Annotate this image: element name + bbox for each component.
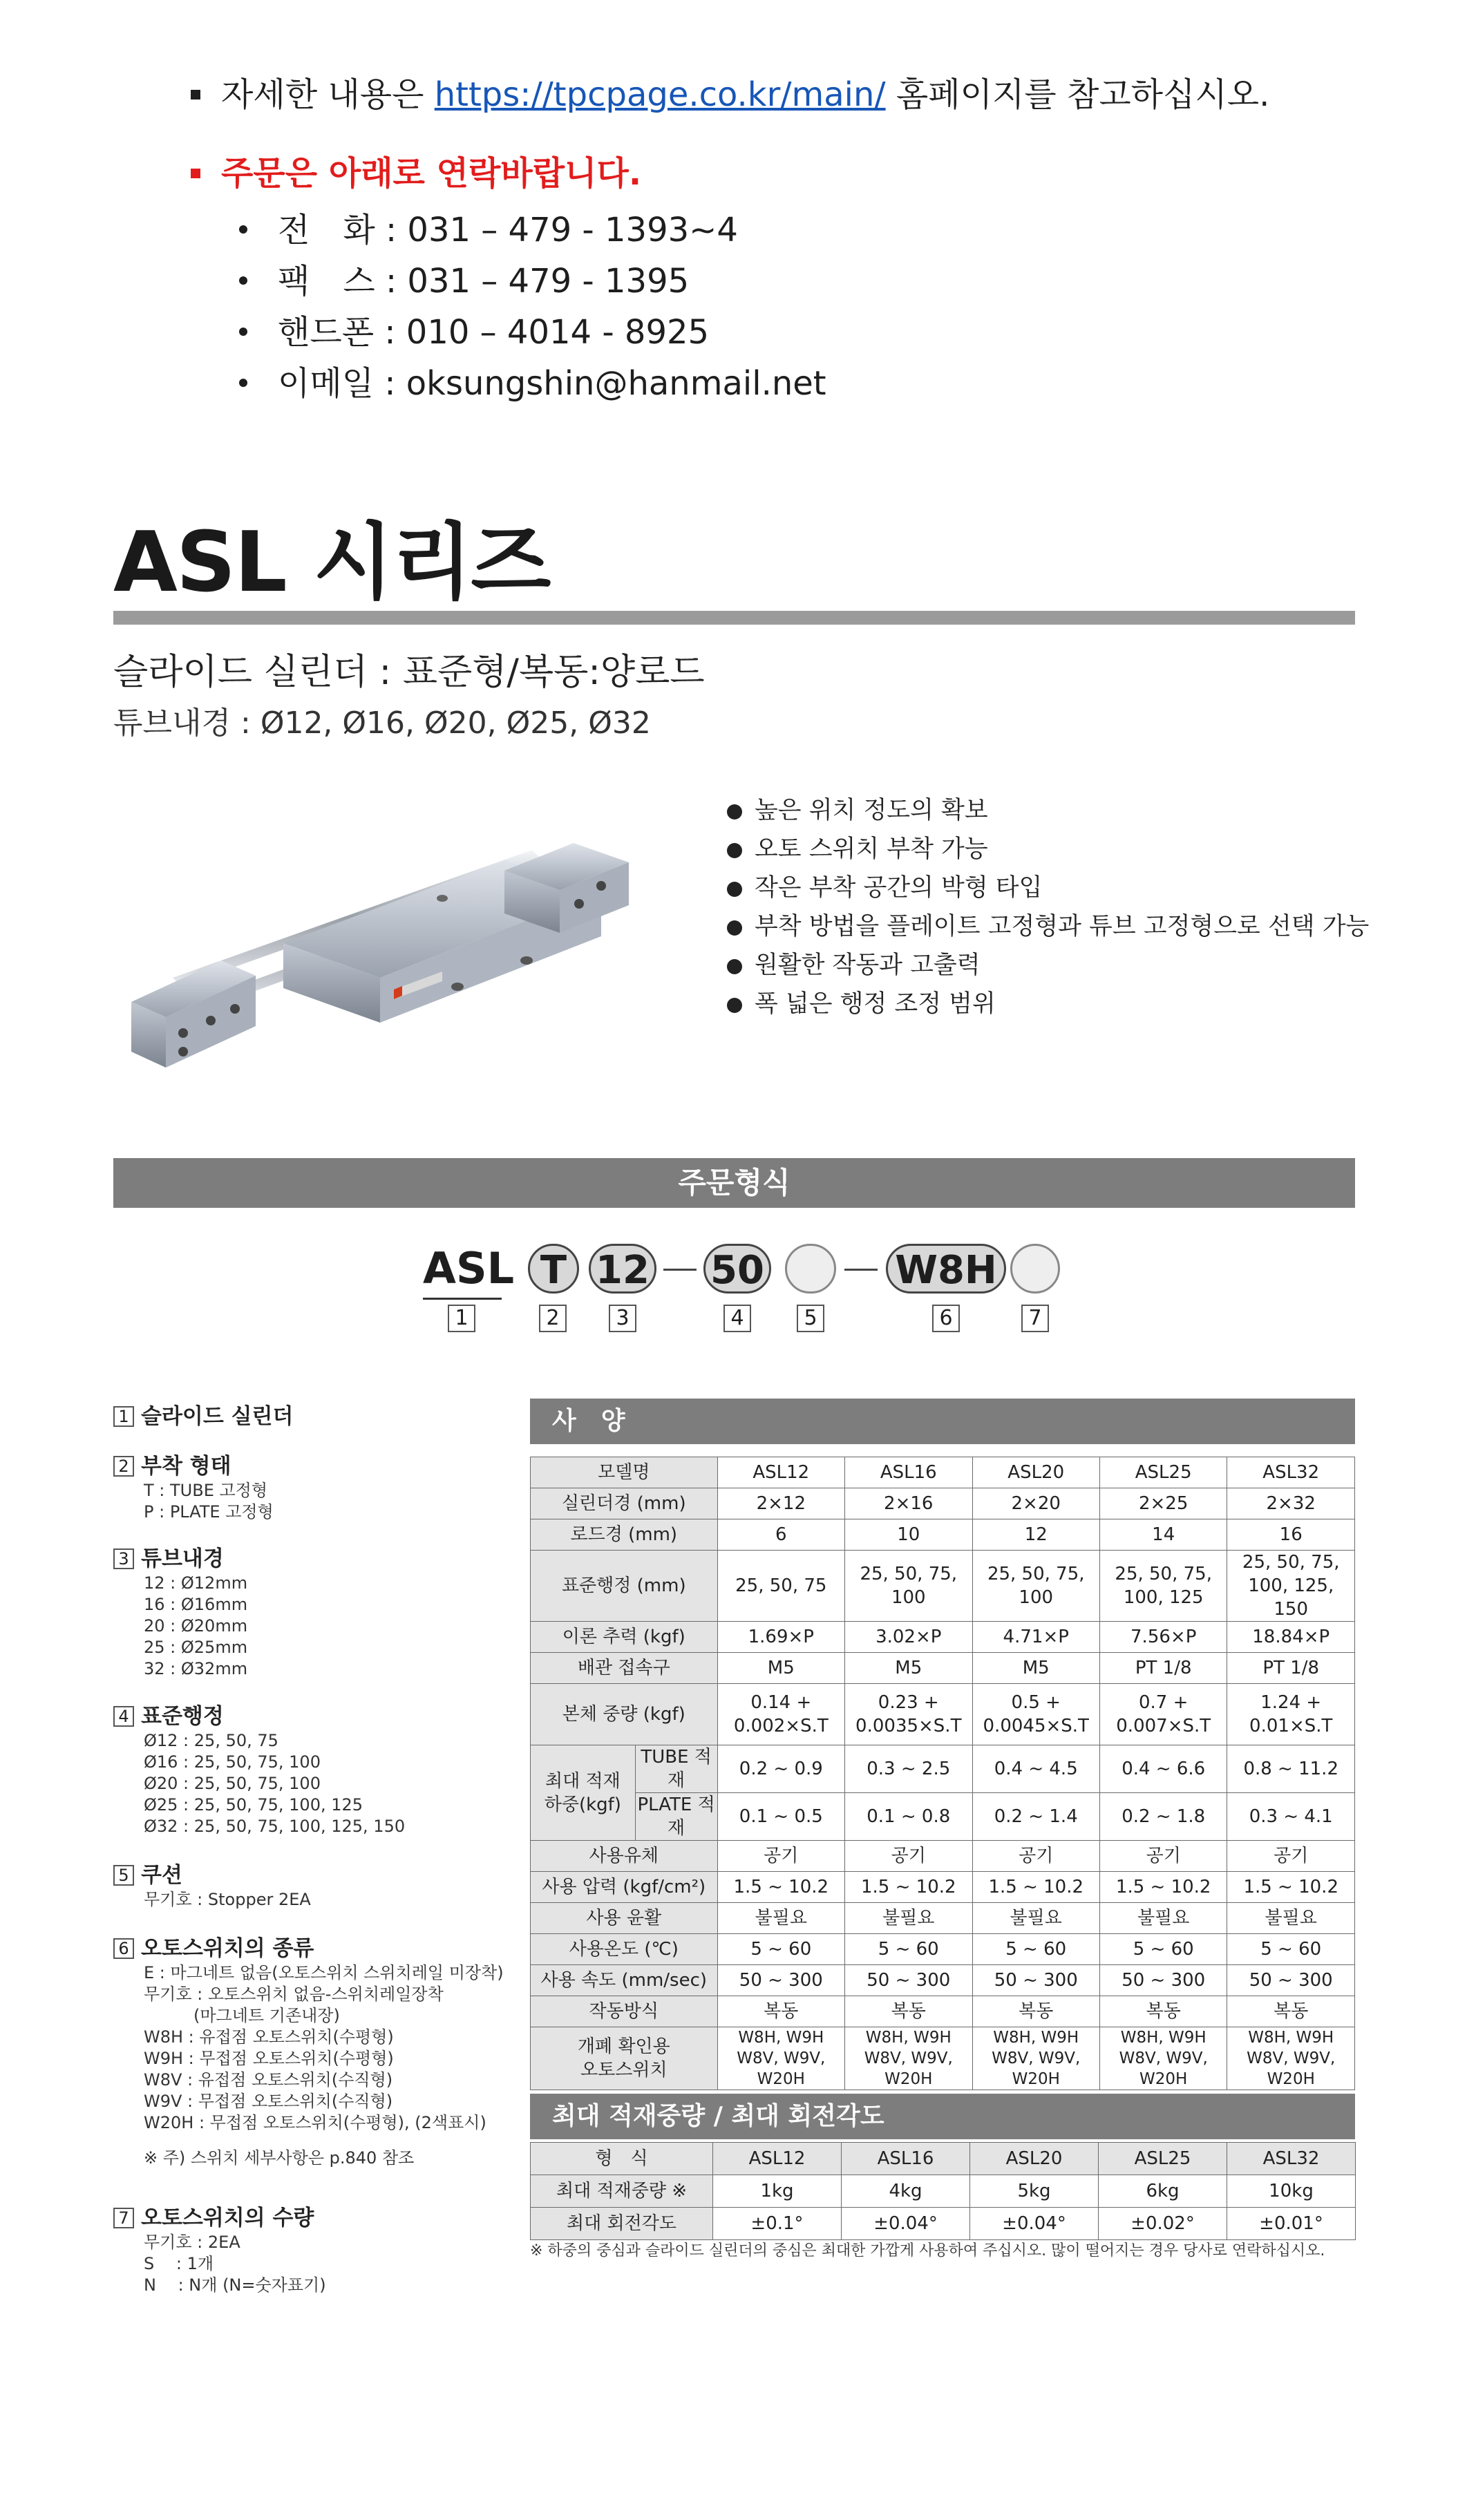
table-cell: ASL16 <box>842 2143 970 2175</box>
legend-5: 5 쿠션 무기호 : Stopper 2EA <box>113 1861 311 1911</box>
table-cell: 0.7 + 0.007×S.T <box>1099 1684 1227 1745</box>
row-label: 사용유체 <box>531 1841 718 1872</box>
title-divider <box>113 611 1355 625</box>
phone-line: 전 화 : 031 – 479 - 1393~4 <box>278 211 738 249</box>
legend-2: 2 부착 형태 T : TUBE 고정형 P : PLATE 고정형 <box>113 1452 274 1523</box>
mobile-line: 핸드폰 : 010 – 4014 - 8925 <box>278 313 710 352</box>
table-cell: 2×32 <box>1227 1488 1355 1519</box>
table-cell: 1kg <box>713 2175 842 2208</box>
table-cell: 5 ~ 60 <box>972 1934 1099 1965</box>
table-cell: 2×20 <box>972 1488 1099 1519</box>
feature-item: 부착 방법을 플레이트 고정형과 튜브 고정형으로 선택 가능 <box>727 907 1369 946</box>
table-cell: 2×25 <box>1099 1488 1227 1519</box>
load-table <box>530 2142 1356 2240</box>
spec-row-speed <box>531 1965 1355 1996</box>
load-row-header <box>531 2143 1356 2175</box>
table-cell: 50 ~ 300 <box>1099 1965 1227 1996</box>
table-cell: 25, 50, 75 <box>717 1551 844 1622</box>
table-cell: 0.14 + 0.002×S.T <box>717 1684 844 1745</box>
table-cell: ASL32 <box>1227 2143 1356 2175</box>
feature-item: 높은 위치 정도의 확보 <box>727 791 1369 830</box>
table-cell: 불필요 <box>1099 1903 1227 1934</box>
table-cell: 25, 50, 75, 100, 125, 150 <box>1227 1551 1355 1622</box>
table-cell: 4kg <box>842 2175 970 2208</box>
feature-item: 작은 부착 공간의 박형 타입 <box>727 869 1369 907</box>
dot-bullet-icon <box>727 959 742 974</box>
feature-item: 원활한 작동과 고출력 <box>727 946 1369 985</box>
table-cell: 5 ~ 60 <box>717 1934 844 1965</box>
table-cell: 1.5 ~ 10.2 <box>972 1872 1099 1903</box>
table-cell: 공기 <box>972 1841 1099 1872</box>
spec-row-rod <box>531 1519 1355 1551</box>
table-cell: 0.2 ~ 1.8 <box>1099 1793 1227 1841</box>
code-mount: T <box>528 1244 579 1294</box>
detail-line <box>221 69 1269 120</box>
dot-bullet-icon <box>727 804 742 820</box>
table-cell: 불필요 <box>845 1903 972 1934</box>
spec-row-lube <box>531 1903 1355 1934</box>
table-cell: 불필요 <box>972 1903 1099 1934</box>
code-switch: W8H <box>886 1244 1006 1294</box>
spec-row-pressure <box>531 1872 1355 1903</box>
table-cell: 5 ~ 60 <box>1099 1934 1227 1965</box>
table-cell: 4.71×P <box>972 1622 1099 1653</box>
spec-title-bar: 사 양 <box>530 1399 1355 1444</box>
row-sublabel: PLATE 적재 <box>635 1793 717 1841</box>
square-bullet-icon <box>191 169 200 178</box>
spec-row-weight <box>531 1684 1355 1745</box>
table-cell: 50 ~ 300 <box>845 1965 972 1996</box>
table-cell: 0.1 ~ 0.5 <box>717 1793 844 1841</box>
table-cell: 공기 <box>845 1841 972 1872</box>
load-note: ※ 하중의 중심과 슬라이드 실린더의 중심은 최대한 가깝게 사용하여 주십시오. 많이 떨어지는 경우 당사로 연락하십시오. <box>530 2242 1325 2260</box>
table-cell: 50 ~ 300 <box>972 1965 1099 1996</box>
table-cell: 10kg <box>1227 2175 1356 2208</box>
dot-bullet-icon <box>727 882 742 897</box>
table-cell: M5 <box>972 1653 1099 1684</box>
table-cell: ASL12 <box>717 1457 844 1488</box>
table-cell: 공기 <box>1227 1841 1355 1872</box>
row-label: 실린더경 (mm) <box>531 1488 718 1519</box>
series-title: ASL 시리즈 <box>113 515 550 611</box>
feature-item: 폭 넓은 행정 조정 범위 <box>727 985 1369 1023</box>
table-cell: W8H, W9H W8V, W9V, W20H <box>972 2027 1099 2090</box>
feature-list <box>727 791 1369 1023</box>
row-label: 배관 접속구 <box>531 1653 718 1684</box>
detail-suffix: 홈페이지를 참고하십시오. <box>885 75 1270 114</box>
row-label: 최대 적재 하중(kgf) <box>531 1745 636 1841</box>
table-cell: 5kg <box>970 2175 1099 2208</box>
table-cell: 25, 50, 75, 100, 125 <box>1099 1551 1227 1622</box>
email-line: 이메일 : oksungshin@hanmail.net <box>278 364 826 403</box>
square-bullet-icon <box>191 90 200 100</box>
code-number-4: 4 <box>723 1305 751 1332</box>
table-cell: 1.5 ~ 10.2 <box>1227 1872 1355 1903</box>
load-table-body <box>531 2143 1356 2240</box>
legend-7: 7 오토스위치의 수량 무기호 : 2EA S : 1개 N : N개 (N=숫자표기) <box>113 2204 326 2296</box>
table-cell: 복동 <box>717 1996 844 2027</box>
dot-bullet-icon <box>239 225 247 234</box>
code-number-3: 3 <box>609 1305 636 1332</box>
spec-row-header <box>531 1457 1355 1488</box>
table-cell: 복동 <box>1227 1996 1355 2027</box>
table-cell: PT 1/8 <box>1099 1653 1227 1684</box>
homepage-link[interactable]: https://tpcpage.co.kr/main/ <box>434 75 886 114</box>
table-cell: 0.2 ~ 1.4 <box>972 1793 1099 1841</box>
table-cell: ±0.04° <box>970 2208 1099 2240</box>
code-number-5: 5 <box>797 1305 824 1332</box>
code-stroke: 50 <box>703 1244 771 1294</box>
spec-row-load-tube <box>531 1745 1355 1793</box>
code-number-7: 7 <box>1021 1305 1049 1332</box>
table-cell: 1.24 + 0.01×S.T <box>1227 1684 1355 1745</box>
table-cell: ASL25 <box>1099 2143 1227 2175</box>
row-label: 본체 중량 (kgf) <box>531 1684 718 1745</box>
table-cell: W8H, W9H W8V, W9V, W20H <box>845 2027 972 2090</box>
table-cell: 복동 <box>972 1996 1099 2027</box>
table-cell: 6 <box>717 1519 844 1551</box>
table-cell: 16 <box>1227 1519 1355 1551</box>
table-cell: W8H, W9H W8V, W9V, W20H <box>717 2027 844 2090</box>
table-cell: 5 ~ 60 <box>1227 1934 1355 1965</box>
table-cell: 0.3 ~ 2.5 <box>845 1745 972 1793</box>
order-title: 주문은 아래로 연락바랍니다. <box>221 154 642 193</box>
table-cell: ASL20 <box>972 1457 1099 1488</box>
code-qty-blank <box>1010 1244 1060 1294</box>
code-underline <box>423 1298 502 1300</box>
table-cell: 0.4 ~ 6.6 <box>1099 1745 1227 1793</box>
spec-row-switch <box>531 2027 1355 2090</box>
table-cell: ±0.04° <box>842 2208 970 2240</box>
slide-cylinder-image <box>117 795 643 1071</box>
spec-row-bore <box>531 1488 1355 1519</box>
table-cell: ASL20 <box>970 2143 1099 2175</box>
table-cell: 2×16 <box>845 1488 972 1519</box>
switch-note: ※ 주) 스위치 세부사항은 p.840 참조 <box>144 2148 415 2168</box>
table-cell: 3.02×P <box>845 1622 972 1653</box>
table-cell: ASL12 <box>713 2143 842 2175</box>
legend-6: 6 오토스위치의 종류 E : 마그네트 없음(오토스위치 스위치레일 미장착) 무기호 : 오토스위치 없음-스위치레일장착 (마그네트 기존내장) W8H : 유접점 오토스위치(수평형) W9H : 무접점 오토스위치(수평형) W8V : 유접점 오토스위치(수직형) W9V : 무접점 오토스위치(수직형) W20H : 무접점 오토스위치(수평형), (2색표시) ※ 주) 스위치 세부사항은 p.840 참조 <box>113 1935 504 2169</box>
row-label: 사용 압력 (kgf/cm²) <box>531 1872 718 1903</box>
row-label: 사용 속도 (mm/sec) <box>531 1965 718 1996</box>
row-label: 형 식 <box>531 2143 713 2175</box>
row-label: 로드경 (mm) <box>531 1519 718 1551</box>
dot-bullet-icon <box>239 276 247 285</box>
table-cell: 12 <box>972 1519 1099 1551</box>
table-cell: 1.5 ~ 10.2 <box>845 1872 972 1903</box>
row-label: 작동방식 <box>531 1996 718 2027</box>
code-number-6: 6 <box>932 1305 960 1332</box>
tube-bore-line: 튜브내경 : Ø12, Ø16, Ø20, Ø25, Ø32 <box>113 705 651 741</box>
code-cushion-blank <box>785 1244 836 1294</box>
row-label: 개폐 확인용 오토스위치 <box>531 2027 718 2090</box>
row-label: 사용온도 (℃) <box>531 1934 718 1965</box>
code-number-2: 2 <box>539 1305 567 1332</box>
series-subtitle: 슬라이드 실린더 : 표준형/복동:양로드 <box>113 652 705 693</box>
legend-3: 3 튜브내경 12 : Ø12mm 16 : Ø16mm 20 : Ø20mm 25 : Ø25mm 32 : Ø32mm <box>113 1545 247 1680</box>
dot-bullet-icon <box>727 920 742 936</box>
row-label: 표준행정 (mm) <box>531 1551 718 1622</box>
table-cell: 1.5 ~ 10.2 <box>717 1872 844 1903</box>
table-cell: 0.8 ~ 11.2 <box>1227 1745 1355 1793</box>
order-form-band: 주문형식 <box>113 1158 1355 1208</box>
table-cell: 5 ~ 60 <box>845 1934 972 1965</box>
table-cell: 6kg <box>1099 2175 1227 2208</box>
code-dash <box>663 1269 697 1271</box>
legend-1: 1 슬라이드 실린더 <box>113 1403 293 1430</box>
table-cell: ASL25 <box>1099 1457 1227 1488</box>
table-cell: W8H, W9H W8V, W9V, W20H <box>1227 2027 1355 2090</box>
spec-row-temp <box>531 1934 1355 1965</box>
load-row-angle <box>531 2208 1356 2240</box>
table-cell: 공기 <box>717 1841 844 1872</box>
table-cell: 25, 50, 75, 100 <box>972 1551 1099 1622</box>
table-cell: 0.1 ~ 0.8 <box>845 1793 972 1841</box>
spec-table-body <box>531 1457 1355 2090</box>
table-cell: 0.2 ~ 0.9 <box>717 1745 844 1793</box>
code-number-1: 1 <box>448 1305 475 1332</box>
table-cell: PT 1/8 <box>1227 1653 1355 1684</box>
order-code <box>0 1241 1467 1303</box>
table-cell: ±0.01° <box>1227 2208 1356 2240</box>
table-cell: 50 ~ 300 <box>1227 1965 1355 1996</box>
table-cell: 7.56×P <box>1099 1622 1227 1653</box>
spec-row-load-plate <box>531 1793 1355 1841</box>
row-label: 모델명 <box>531 1457 718 1488</box>
spec-row-thrust <box>531 1622 1355 1653</box>
row-label: 사용 윤활 <box>531 1903 718 1934</box>
table-cell: 10 <box>845 1519 972 1551</box>
spec-row-stroke <box>531 1551 1355 1622</box>
dot-bullet-icon <box>727 998 742 1013</box>
table-cell: 불필요 <box>717 1903 844 1934</box>
feature-item: 오토 스위치 부착 가능 <box>727 830 1369 869</box>
table-cell: ±0.02° <box>1099 2208 1227 2240</box>
spec-row-port <box>531 1653 1355 1684</box>
table-cell: 불필요 <box>1227 1903 1355 1934</box>
table-cell: 18.84×P <box>1227 1622 1355 1653</box>
table-cell: 복동 <box>845 1996 972 2027</box>
row-label: 최대 적재중량 ※ <box>531 2175 713 2208</box>
table-cell: 복동 <box>1099 1996 1227 2027</box>
row-sublabel: TUBE 적재 <box>635 1745 717 1793</box>
spec-table <box>530 1457 1355 2090</box>
table-cell: 공기 <box>1099 1841 1227 1872</box>
legend-4: 4 표준행정 Ø12 : 25, 50, 75 Ø16 : 25, 50, 75, 100 Ø20 : 25, 50, 75, 100 Ø25 : 25, 50, 75, 100, 125 Ø32 : 25, 50, 75, 100, 125, 150 <box>113 1703 405 1837</box>
dot-bullet-icon <box>239 328 247 336</box>
table-cell: 1.5 ~ 10.2 <box>1099 1872 1227 1903</box>
dot-bullet-icon <box>239 379 247 387</box>
detail-prefix: 자세한 내용은 <box>221 75 435 114</box>
table-cell: 14 <box>1099 1519 1227 1551</box>
table-cell: 50 ~ 300 <box>717 1965 844 1996</box>
load-row-weight <box>531 2175 1356 2208</box>
fax-line: 팩 스 : 031 – 479 - 1395 <box>278 262 690 301</box>
table-cell: 1.69×P <box>717 1622 844 1653</box>
table-cell: ±0.1° <box>713 2208 842 2240</box>
table-cell: 0.3 ~ 4.1 <box>1227 1793 1355 1841</box>
table-cell: 25, 50, 75, 100 <box>845 1551 972 1622</box>
table-cell: W8H, W9H W8V, W9V, W20H <box>1099 2027 1227 2090</box>
table-cell: 2×12 <box>717 1488 844 1519</box>
table-cell: 0.23 + 0.0035×S.T <box>845 1684 972 1745</box>
row-label: 최대 회전각도 <box>531 2208 713 2240</box>
spec-row-fluid <box>531 1841 1355 1872</box>
table-cell: M5 <box>845 1653 972 1684</box>
table-cell: 0.4 ~ 4.5 <box>972 1745 1099 1793</box>
table-cell: ASL32 <box>1227 1457 1355 1488</box>
table-cell: M5 <box>717 1653 844 1684</box>
load-title-bar: 최대 적재중량 / 최대 회전각도 <box>530 2094 1355 2139</box>
code-bore: 12 <box>589 1244 656 1294</box>
code-series: ASL <box>423 1243 515 1294</box>
table-cell: 0.5 + 0.0045×S.T <box>972 1684 1099 1745</box>
spec-row-action <box>531 1996 1355 2027</box>
table-cell: ASL16 <box>845 1457 972 1488</box>
dot-bullet-icon <box>727 843 742 858</box>
row-label: 이론 추력 (kgf) <box>531 1622 718 1653</box>
code-dash <box>844 1269 878 1271</box>
